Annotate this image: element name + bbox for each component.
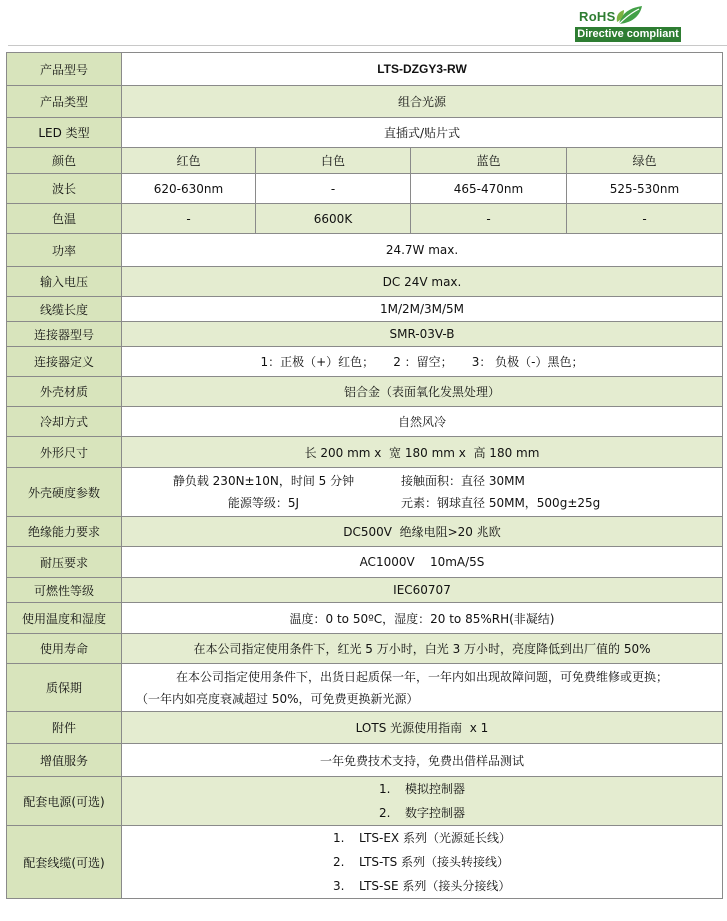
row-model (7, 53, 723, 86)
value-accessories: LOTS 光源使用指南 x 1 (122, 712, 723, 744)
row-wavelength (7, 174, 723, 204)
label-dimensions: 外形尺寸 (7, 437, 122, 468)
row-power (7, 234, 723, 267)
row-color-temp (7, 204, 723, 234)
row-connector-def (7, 347, 723, 377)
label-housing: 外壳材质 (7, 377, 122, 407)
row-environment (7, 603, 723, 634)
label-warranty: 质保期 (7, 664, 122, 712)
label-insulation: 绝缘能力要求 (7, 517, 122, 547)
row-insulation (7, 517, 723, 547)
leaf-icon (615, 4, 645, 26)
label-flammability: 可燃性等级 (7, 578, 122, 603)
hardness-static-load: 静负载 230N±10N，时间 5 分钟 (172, 474, 355, 488)
row-withstand (7, 547, 723, 578)
label-led-type: LED 类型 (7, 118, 122, 148)
list-item: 1. 模拟控制器 (378, 782, 465, 796)
hardness-element: 元素：钢球直径 50MM，500g±25g (401, 496, 601, 510)
value-wavelength-red: 620-630nm (122, 174, 256, 204)
label-hardness: 外壳硬度参数 (7, 468, 122, 517)
label-voltage: 输入电压 (7, 267, 122, 297)
value-connector-model: SMR-03V-B (122, 322, 723, 347)
value-type: 组合光源 (122, 86, 723, 118)
label-type: 产品类型 (7, 86, 122, 118)
value-wavelength-white: - (256, 174, 411, 204)
warranty-line-1: 在本公司指定使用条件下，出货日起质保一年，一年内如出现故障问题，可免费维修或更换； (175, 669, 668, 684)
hardness-energy-level: 能源等级：5J (227, 496, 300, 510)
value-withstand: AC1000V 10mA/5S (122, 547, 723, 578)
value-power-supply (122, 777, 723, 826)
value-environment: 温度：0 to 50ºC，湿度：20 to 85%RH(非凝结) (122, 603, 723, 634)
row-led-type (7, 118, 723, 148)
label-power: 功率 (7, 234, 122, 267)
row-dimensions (7, 437, 723, 468)
row-flammability (7, 578, 723, 603)
value-connector-def: 1：正极（+）红色； 2 ：留空； 3： 负极（-）黑色； (122, 347, 723, 377)
value-insulation: DC500V 绝缘电阻>20 兆欧 (122, 517, 723, 547)
list-item: 1. LTS-EX 系列（光源延长线） (333, 831, 511, 845)
row-color (7, 148, 723, 174)
value-temp-red: - (122, 204, 256, 234)
label-cables: 配套线缆(可选) (7, 826, 122, 899)
list-item: 3. LTS-SE 系列（接头分接线） (333, 879, 511, 893)
row-lifetime (7, 634, 723, 664)
row-cable-length (7, 297, 723, 322)
label-wavelength: 波长 (7, 174, 122, 204)
row-cooling (7, 407, 723, 437)
label-power-supply: 配套电源(可选) (7, 777, 122, 826)
label-accessories: 附件 (7, 712, 122, 744)
hardness-line-2 (126, 492, 718, 514)
value-temp-blue: - (411, 204, 567, 234)
value-warranty (122, 664, 723, 712)
value-wavelength-blue: 465-470nm (411, 174, 567, 204)
value-hardness (122, 468, 723, 517)
header-divider (8, 45, 727, 46)
row-accessories (7, 712, 723, 744)
label-color: 颜色 (7, 148, 122, 174)
list-item: 2. 数字控制器 (378, 806, 465, 820)
value-led-type: 直插式/贴片式 (122, 118, 723, 148)
label-environment: 使用温度和湿度 (7, 603, 122, 634)
value-cable-length: 1M/2M/3M/5M (122, 297, 723, 322)
value-lifetime: 在本公司指定使用条件下，红光 5 万小时，白光 3 万小时，亮度降低到出厂值的 50% (122, 634, 723, 664)
rohs-brand: RoHS (579, 9, 616, 24)
value-cooling: 自然风冷 (122, 407, 723, 437)
value-temp-white: 6600K (256, 204, 411, 234)
page-header (0, 0, 727, 48)
label-connector-model: 连接器型号 (7, 322, 122, 347)
power-supply-list (379, 777, 465, 825)
spec-table (6, 52, 723, 899)
list-item: 2. LTS-TS 系列（接头转接线） (333, 855, 510, 869)
row-voltage (7, 267, 723, 297)
row-type (7, 86, 723, 118)
label-color-temp: 色温 (7, 204, 122, 234)
value-cables (122, 826, 723, 899)
row-connector-model (7, 322, 723, 347)
value-wavelength-green: 525-530nm (567, 174, 723, 204)
value-service: 一年免费技术支持，免费出借样品测试 (122, 744, 723, 777)
label-withstand: 耐压要求 (7, 547, 122, 578)
cables-list (333, 826, 511, 898)
rohs-badge (575, 4, 681, 42)
hardness-contact-area: 接触面积：直径 30MM (401, 474, 525, 488)
rohs-compliance-text: Directive compliant (575, 27, 681, 42)
value-flammability: IEC60707 (122, 578, 723, 603)
label-lifetime: 使用寿命 (7, 634, 122, 664)
value-dimensions: 长 200 mm x 宽 180 mm x 高 180 mm (122, 437, 723, 468)
warranty-line-2: （一年内如亮度衰减超过 50%，可免费更换新光源） (136, 691, 419, 706)
hardness-line-1 (126, 470, 718, 492)
value-color-white: 白色 (256, 148, 411, 174)
label-cooling: 冷却方式 (7, 407, 122, 437)
value-color-red: 红色 (122, 148, 256, 174)
row-warranty (7, 664, 723, 712)
value-power: 24.7W max. (122, 234, 723, 267)
label-service: 增值服务 (7, 744, 122, 777)
label-cable-length: 线缆长度 (7, 297, 122, 322)
row-cables (7, 826, 723, 899)
value-voltage: DC 24V max. (122, 267, 723, 297)
value-housing: 铝合金（表面氧化发黑处理） (122, 377, 723, 407)
value-color-blue: 蓝色 (411, 148, 567, 174)
value-temp-green: - (567, 204, 723, 234)
row-hardness (7, 468, 723, 517)
value-model: LTS-DZGY3-RW (122, 53, 723, 86)
label-model: 产品型号 (7, 53, 122, 86)
label-connector-def: 连接器定义 (7, 347, 122, 377)
row-service (7, 744, 723, 777)
row-power-supply (7, 777, 723, 826)
value-color-green: 绿色 (567, 148, 723, 174)
row-housing (7, 377, 723, 407)
